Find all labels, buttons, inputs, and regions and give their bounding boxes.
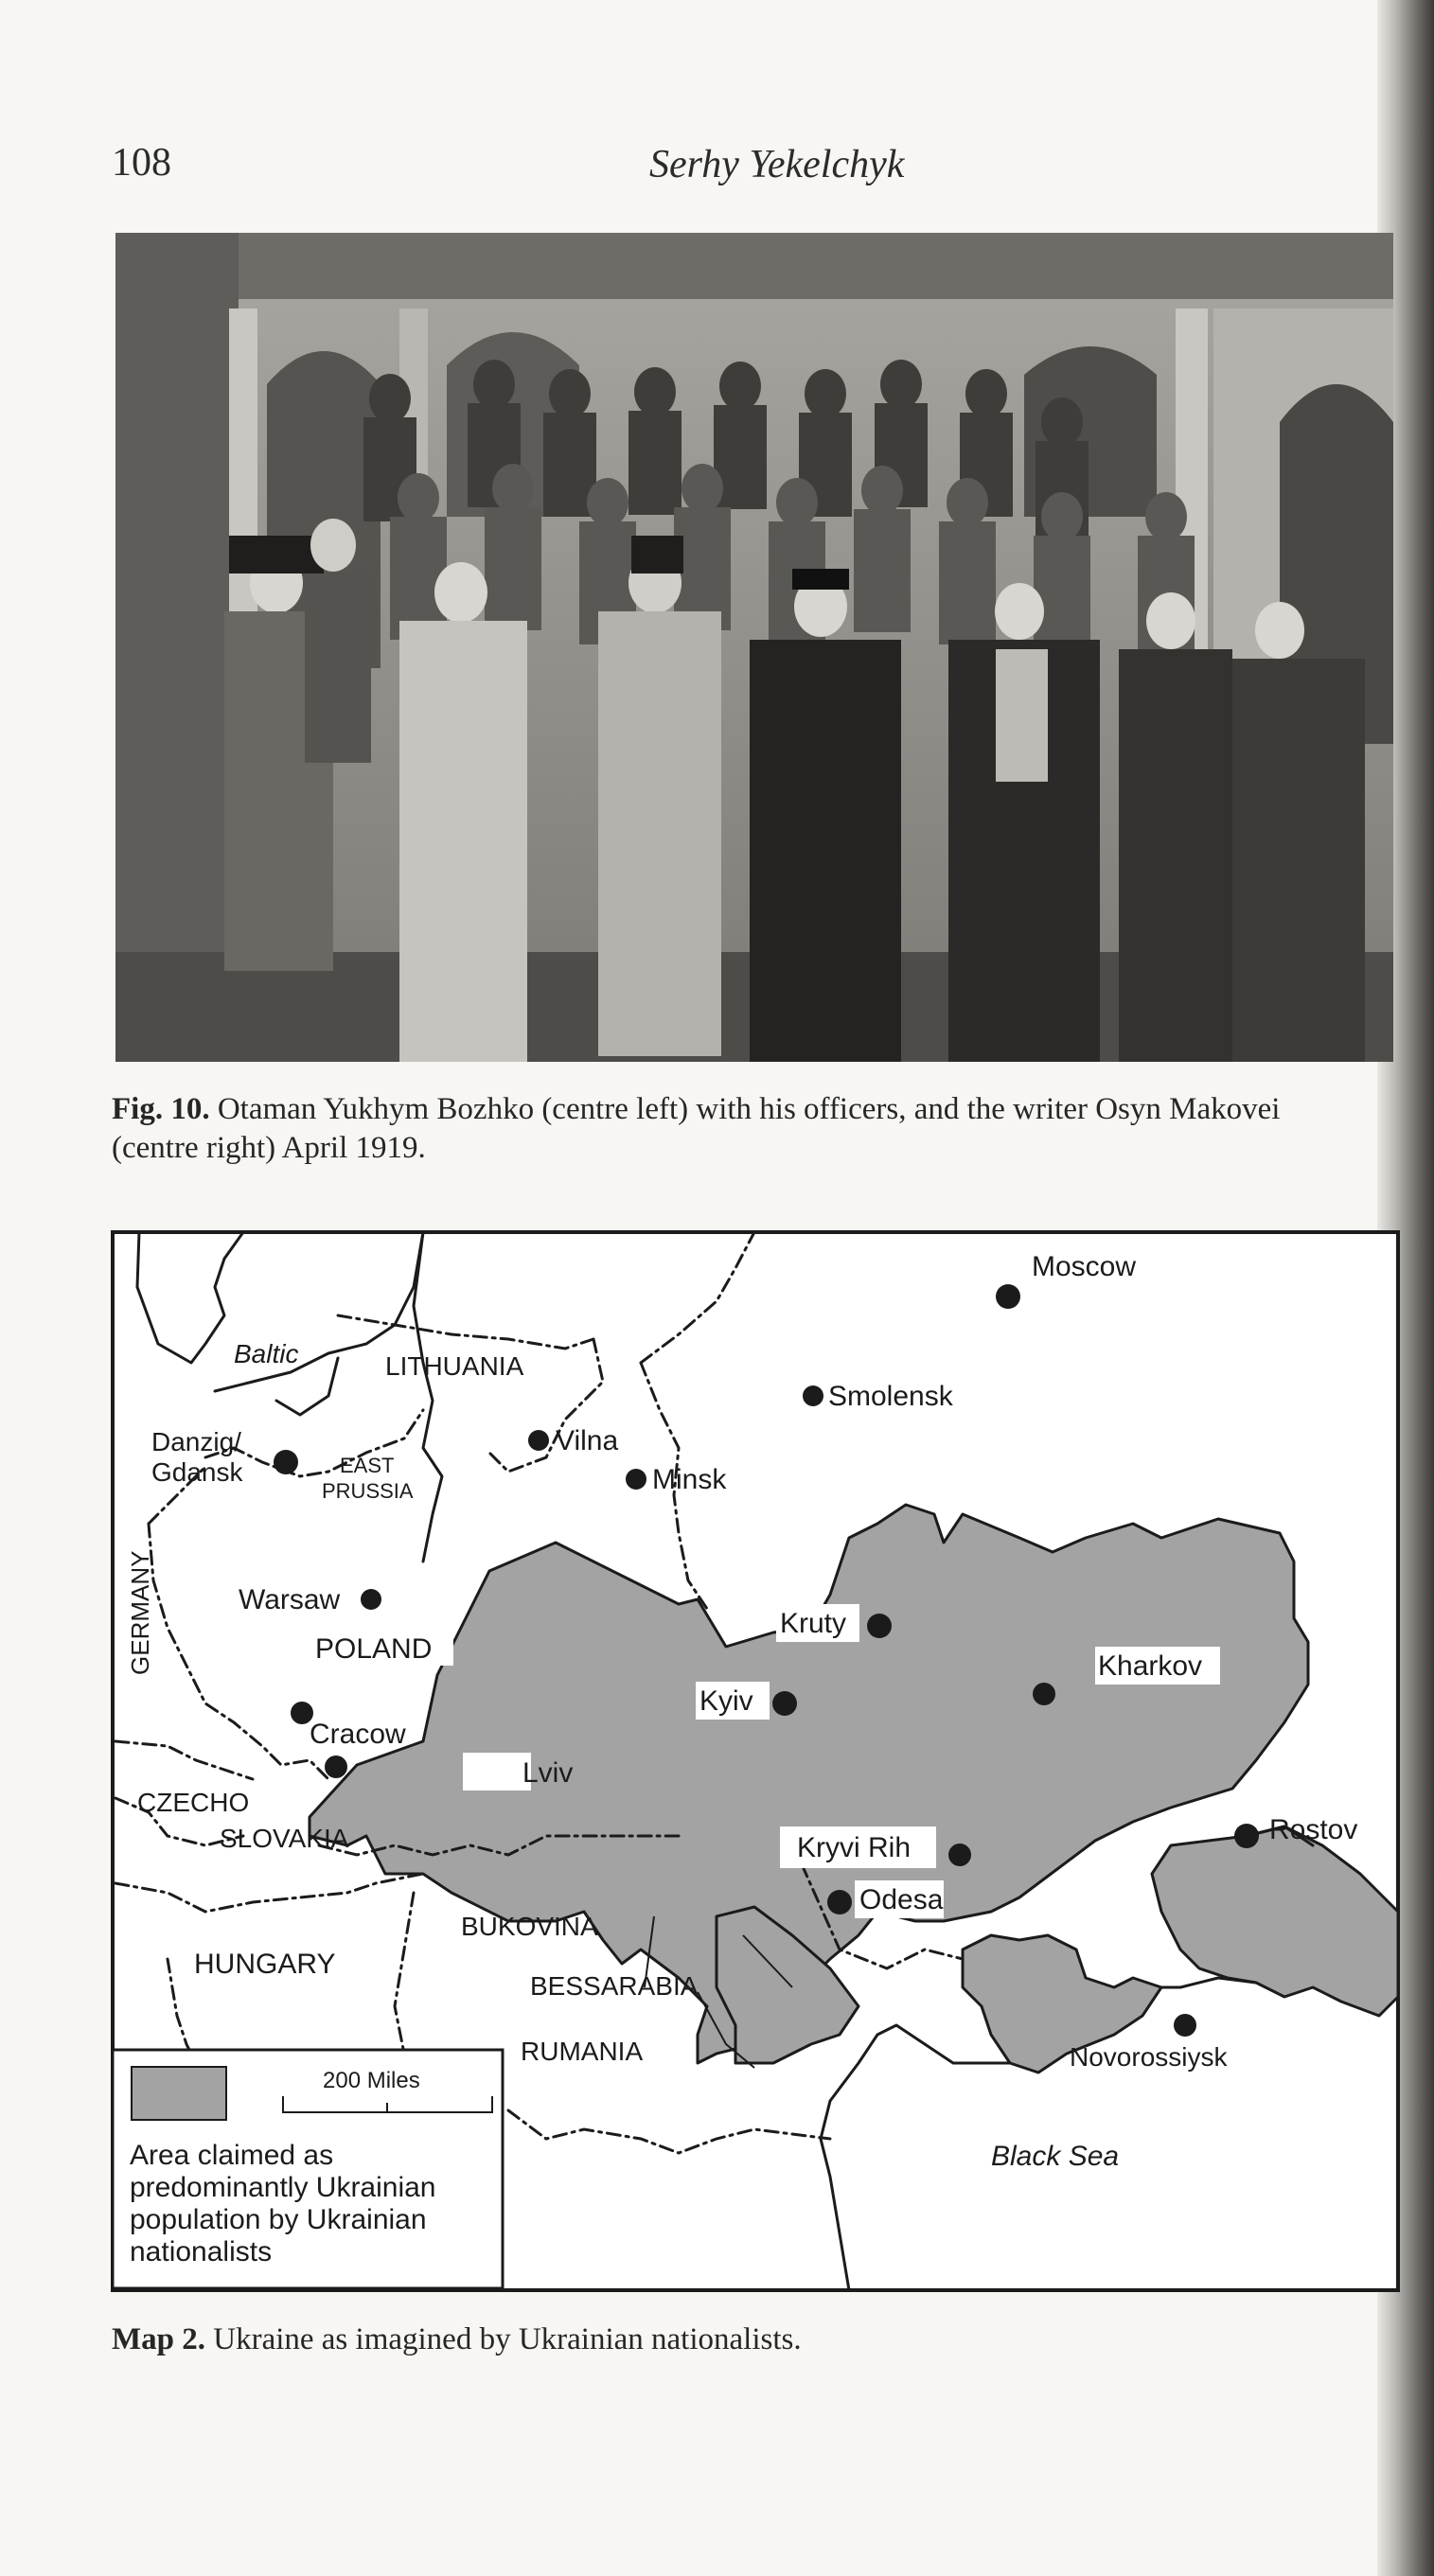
legend-line-2: predominantly Ukrainian — [130, 2172, 436, 2203]
legend-line-3: population by Ukrainian — [130, 2204, 427, 2235]
city-vilna: Vilna — [556, 1425, 619, 1456]
map-label: Map 2. — [112, 2322, 205, 2356]
scale-label: 200 Miles — [323, 2068, 420, 2093]
figure-label: Fig. 10. — [112, 1092, 210, 1126]
city-cracow: Cracow — [310, 1719, 406, 1750]
label-east-prussia-2: PRUSSIA — [322, 1479, 414, 1503]
figure-caption-text: Otaman Yukhym Bozhko (centre left) with his officers, and the writer Osyn Makovei (centre right) April 1919. — [112, 1092, 1281, 1165]
label-bessarabia: BESSARABIA — [530, 1971, 699, 2001]
label-rumania: RUMANIA — [521, 2037, 644, 2066]
city-warsaw: Warsaw — [239, 1584, 341, 1615]
map-ukraine — [111, 1230, 1400, 2292]
label-lithuania: LITHUANIA — [385, 1351, 524, 1381]
page-number: 108 — [112, 141, 171, 185]
label-poland: POLAND — [315, 1633, 433, 1665]
legend-line-4: nationalists — [130, 2236, 273, 2267]
city-danzig: Danzig/ — [151, 1427, 241, 1456]
label-czecho: CZECHO — [137, 1788, 250, 1817]
city-kruty: Kruty — [780, 1608, 847, 1639]
figure-caption — [112, 1090, 1352, 1168]
label-east-prussia-1: EAST — [340, 1454, 395, 1477]
city-kryvi-rih: Kryvi Rih — [797, 1832, 912, 1863]
label-baltic: Baltic — [234, 1339, 299, 1368]
city-kharkov: Kharkov — [1098, 1650, 1203, 1682]
label-germany: GERMANY — [126, 1550, 154, 1675]
label-bukovina: BUKOVINA — [461, 1912, 598, 1941]
city-moscow: Moscow — [1032, 1251, 1137, 1282]
city-novorossiysk: Novorossiysk — [1070, 2042, 1228, 2072]
city-lviv: Lviv — [522, 1757, 574, 1789]
city-kyiv: Kyiv — [699, 1685, 753, 1717]
city-rostov: Rostov — [1269, 1814, 1358, 1845]
label-black-sea: Black Sea — [991, 2141, 1120, 2172]
city-minsk: Minsk — [652, 1464, 727, 1495]
city-odesa: Odesa — [859, 1884, 944, 1915]
legend-line-1: Area claimed as — [130, 2140, 334, 2171]
map-caption-text: Ukraine as imagined by Ukrainian nationalists. — [213, 2322, 802, 2356]
map-caption — [112, 2320, 1352, 2359]
city-smolensk: Smolensk — [828, 1381, 953, 1412]
city-gdansk: Gdansk — [151, 1457, 243, 1487]
label-slovakia: SLOVAKIA — [220, 1824, 349, 1853]
historical-photograph — [115, 233, 1393, 1062]
map-legend — [113, 2050, 503, 2288]
label-hungary: HUNGARY — [194, 1949, 336, 1980]
running-head-author: Serhy Yekelchyk — [649, 143, 905, 186]
